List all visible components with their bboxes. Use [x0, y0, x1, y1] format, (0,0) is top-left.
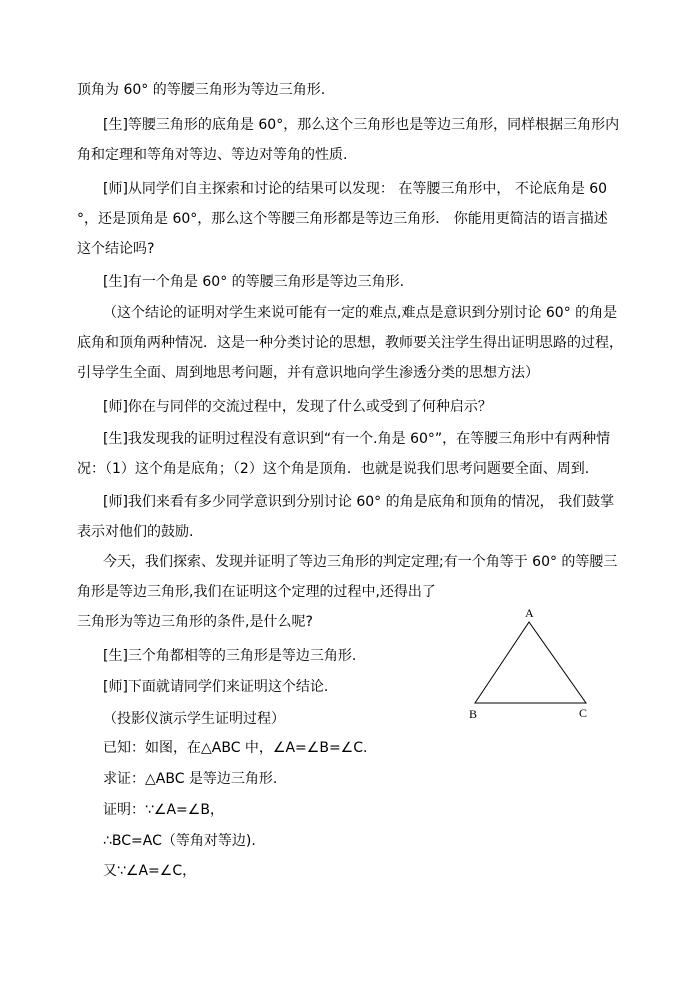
text-line: [生]我发现我的证明过程没有意识到“有一个.角是 60°”，在等腰三角形中有两种情 — [103, 431, 611, 447]
triangle-shape — [475, 622, 586, 703]
text-line: ∴BC=AC（等角对等边). — [103, 833, 256, 849]
text-line: [师]我们来看有多少同学意识到分别讨论 60° 的角是底角和顶角的情况， 我们鼓掌 — [103, 494, 615, 510]
text-line: 已知：如图，在△ABC 中，∠A=∠B=∠C. — [103, 740, 368, 756]
text-line: [生]三个角都相等的三角形是等边三角形. — [103, 648, 357, 664]
text-line: 证明：∵∠A=∠B， — [103, 802, 224, 818]
text-line: 角和定理和等角对等边、等边对等角的性质. — [77, 147, 348, 163]
vertex-label-c: C — [579, 706, 588, 720]
vertex-label-a: A — [525, 606, 534, 620]
vertex-label-b: B — [469, 707, 478, 721]
text-line: （投影仪演示学生证明过程） — [103, 711, 285, 727]
text-line: [师]下面就请同学们来证明这个结论. — [103, 679, 329, 695]
text-line: 求证：△ABC 是等边三角形. — [103, 771, 278, 787]
text-line: 顶角为 60° 的等腰三角形为等边三角形. — [77, 82, 326, 98]
text-line: 又∵∠A=∠C， — [103, 863, 197, 879]
text-line: [生]等腰三角形的底角是 60°，那么这个三角形也是等边三角形，同样根据三角形内 — [103, 117, 620, 133]
text-line: （这个结论的证明对学生来说可能有一定的难点,难点是意识到分别讨论 60° 的角是 — [103, 305, 618, 321]
text-line: [师]你在与同伴的交流过程中，发现了什么或受到了何种启示？ — [103, 399, 492, 415]
text-line: °，还是顶角是 60°，那么这个等腰三角形都是等边三角形． 你能用更简洁的语言描述 — [77, 211, 608, 227]
text-line: 底角和顶角两种情况．这是一种分类讨论的思想，教师要关注学生得出证明思路的过程， — [77, 335, 623, 351]
text-line: [师]从同学们自主探索和讨论的结果可以发现： 在等腰三角形中， 不论底角是 60 — [103, 181, 608, 197]
text-line: 引导学生全面、周到地思考问题，并有意识地向学生渗透分类的思想方法） — [77, 365, 539, 381]
triangle-figure — [462, 600, 602, 725]
text-line: 这个结论吗? — [77, 241, 155, 257]
text-line: 今天，我们探索、发现并证明了等边三角形的判定定理;有一个角等于 60° 的等腰三 — [103, 554, 618, 570]
text-line: 况：（1）这个角是底角；（2）这个角是顶角．也就是说我们思考问题要全面、周到. — [77, 461, 590, 477]
text-line: 角形是等边三角形,我们在证明这个定理的过程中,还得出了 — [77, 584, 436, 600]
text-line: [生]有一个角是 60° 的等腰三角形是等边三角形. — [103, 274, 405, 290]
text-line: 三角形为等边三角形的条件,是什么呢? — [77, 614, 313, 630]
text-line: 表示对他们的鼓励. — [77, 524, 194, 540]
